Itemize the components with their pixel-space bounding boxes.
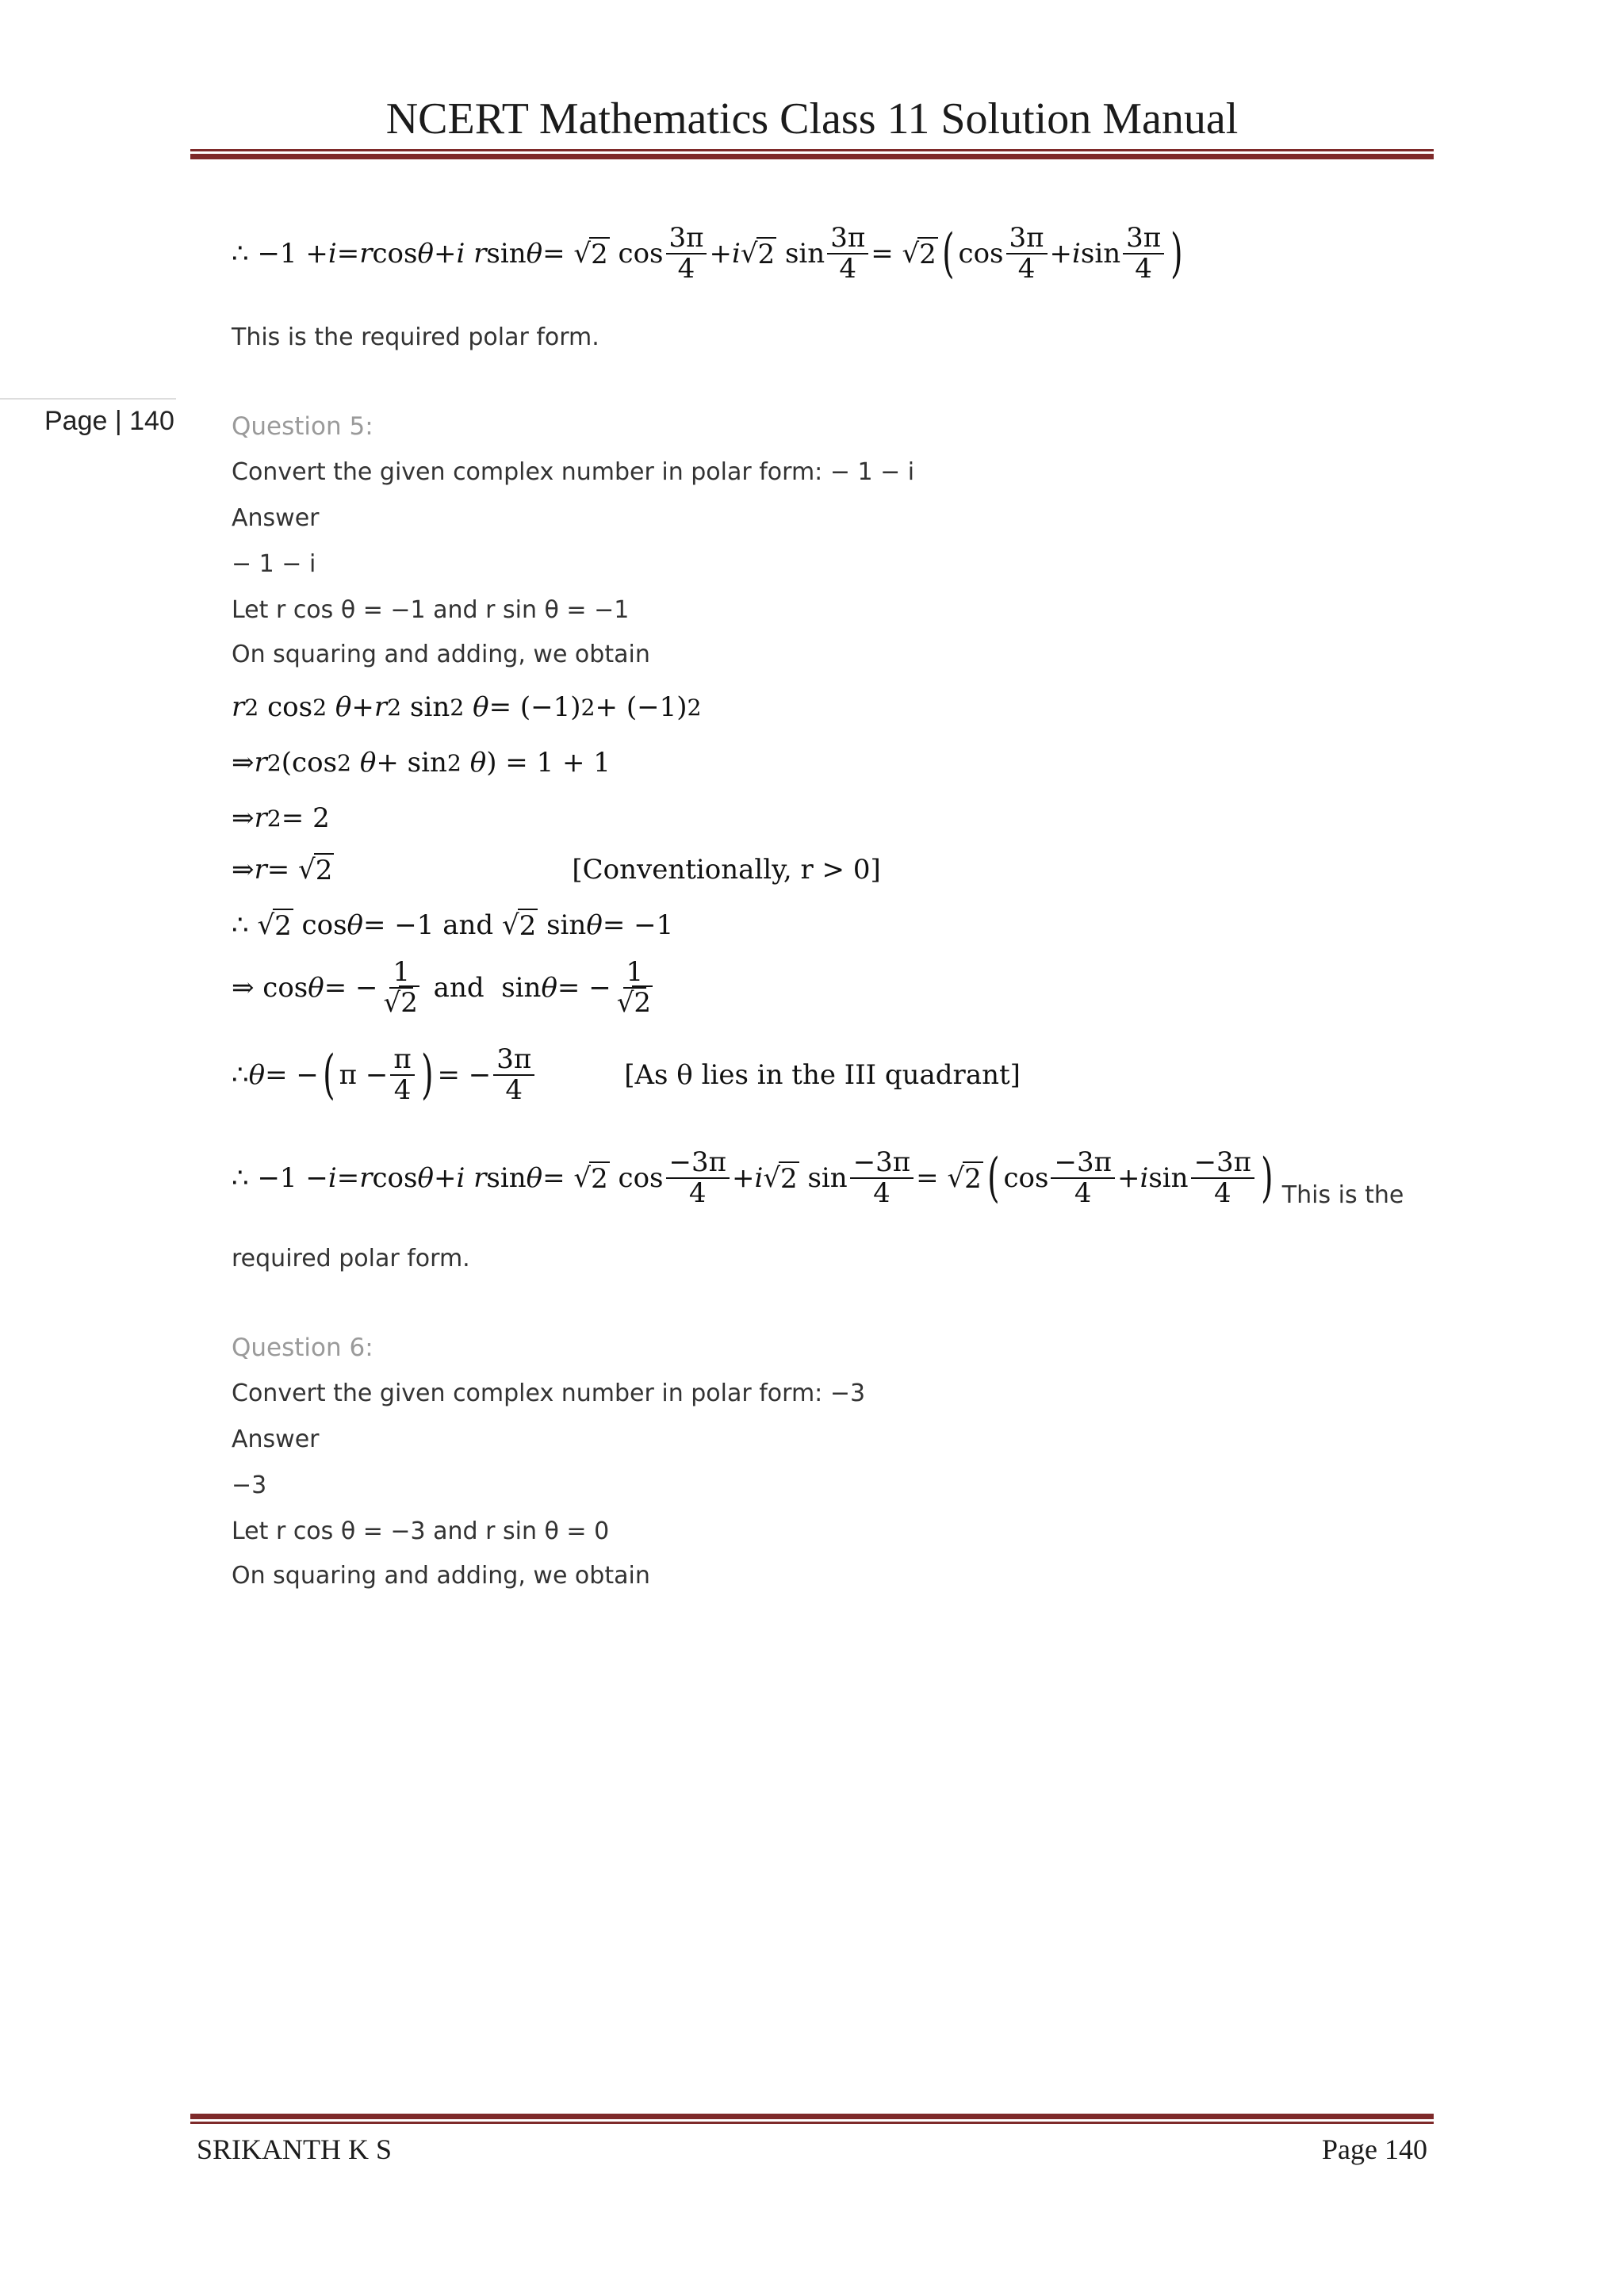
question-6-heading: Question 6: (232, 1334, 373, 1362)
conventionally-note: [Conventionally, r > 0] (572, 854, 881, 886)
margin-divider (0, 398, 176, 400)
equation-polar-form-q4: ∴ −1 + i = r cos θ + i r sin θ = √ 2 cos $\frac{3\pi}{4}$ + i √ 2 sin $\frac{3\pi}{4}$ = √ 2 ( cos $\frac{3\pi}{4}$ + i sin $\frac{3\pi}{4}$ ) (232, 222, 1183, 285)
answer-5-squaring: On squaring and adding, we obtain (232, 641, 650, 668)
answer-6-squaring: On squaring and adding, we obtain (232, 1562, 650, 1590)
answer-5-label: Answer (232, 504, 320, 532)
question-5-heading: Question 5: (232, 412, 373, 441)
page-header-title: NCERT Mathematics Class 11 Solution Manual (385, 94, 1239, 144)
equation-q5-step1: r 2 cos 2 θ + r 2 sin 2 θ = (−1) 2 + (−1) 2 (232, 691, 702, 723)
footer-page-number: Page 140 (1322, 2133, 1427, 2165)
question-5-text: Convert the given complex number in polar form: − 1 − i (232, 458, 915, 486)
equation-q5-final: ∴ −1 − i = r cos θ + i r sin θ = √ 2 cos $\frac{-3\pi}{4}$ + i √ 2 sin $\frac{-3\pi}{4}$ = √ 2 ( cos $\frac{-3\pi}{4}$ + i sin $\frac{-3\pi}{4}$ ) This is the (232, 1146, 1404, 1210)
answer-6-expr: −3 (232, 1471, 267, 1499)
equation-q5-step7: ∴ θ = − ( π − $\frac{\pi}{4}$ ) = − $\frac{3\pi}{4}$ [As θ lies in the III quadrant] (232, 1043, 1021, 1107)
equation-q5-step2: ⇒ r 2 (cos 2 θ + sin 2 θ ) = 1 + 1 (232, 747, 611, 779)
equation-q5-step6: ⇒ cos θ = − $\frac{1}{√2}$ and sin θ = − $\frac{1}{√2}$ (232, 956, 652, 1020)
answer-6-label: Answer (232, 1425, 320, 1453)
equation-q5-step5: ∴ √ 2 cos θ = −1 and √ 2 sin θ = −1 (232, 909, 674, 942)
header-rule-thick (190, 154, 1434, 159)
equation-q5-step3: ⇒ r 2 = 2 (232, 802, 330, 834)
answer-6-let: Let r cos θ = −3 and r sin θ = 0 (232, 1517, 610, 1545)
footer-rule-thin (190, 2122, 1434, 2124)
answer-5-expr: − 1 − i (232, 550, 316, 578)
side-page-label: Page | 140 (44, 406, 174, 436)
equation-q5-step4: ⇒ r = √ 2 [Conventionally, r > 0] (232, 854, 881, 886)
footer-rule-thick (190, 2114, 1434, 2119)
header-rule-thin (190, 149, 1434, 151)
required-polar-text: This is the required polar form. (232, 323, 599, 351)
footer-author: SRIKANTH K S (197, 2133, 393, 2165)
required-polar-closing: required polar form. (232, 1245, 470, 1272)
answer-5-let: Let r cos θ = −1 and r sin θ = −1 (232, 596, 630, 624)
question-6-text: Convert the given complex number in polar form: −3 (232, 1380, 866, 1407)
this-is-the-text: This is the (1281, 1181, 1404, 1209)
quadrant-note: [As θ lies in the III quadrant] (624, 1059, 1021, 1092)
